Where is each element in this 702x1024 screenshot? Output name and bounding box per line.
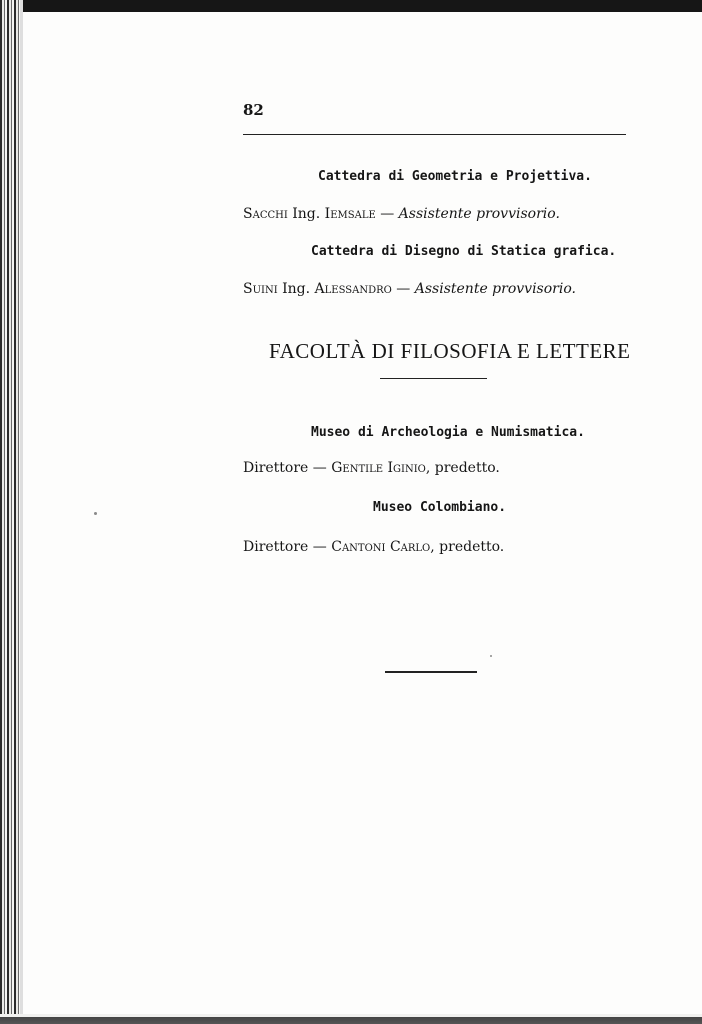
entry-dash: — [312, 460, 327, 476]
section-heading-drawing: Cattedra di Disegno di Statica grafica. [311, 244, 617, 259]
director-entry-gentile [243, 460, 500, 476]
faculty-title: FACOLTÀ DI FILOSOFIA E LETTERE [269, 339, 631, 363]
museum-heading-colombiano: Museo Colombiano. [373, 500, 507, 515]
staff-entry-suini [243, 281, 576, 297]
closing-rule [385, 671, 477, 673]
scan-top-edge [0, 0, 702, 12]
director-note: predetto. [434, 460, 500, 476]
staff-role: Assistente provvisorio. [398, 206, 560, 222]
scan-bottom-edge [0, 1014, 702, 1024]
header-rule [243, 134, 626, 135]
page-number: 82 [243, 101, 264, 119]
staff-surname: Sacchi [243, 206, 288, 222]
director-entry-cantoni [243, 539, 504, 555]
staff-entry-sacchi [243, 206, 560, 222]
paper-speck [490, 655, 492, 657]
director-name: Cantoni Carlo, [331, 539, 435, 555]
director-name: Gentile Iginio, [331, 460, 431, 476]
faculty-divider [380, 378, 487, 379]
staff-firstname: Alessandro [314, 281, 392, 297]
section-heading-geometry: Cattedra di Geometria e Projettiva. [318, 169, 592, 184]
staff-surname: Suini [243, 281, 278, 297]
staff-title: Ing. [292, 206, 321, 222]
entry-dash: — [312, 539, 327, 555]
staff-role: Assistente provvisorio. [414, 281, 576, 297]
staff-title: Ing. [282, 281, 311, 297]
staff-firstname: Iemsale [324, 206, 376, 222]
scan-binding-edge [0, 0, 20, 1024]
museum-heading-archeology: Museo di Archeologia e Numismatica. [311, 425, 585, 440]
director-note: predetto. [439, 539, 505, 555]
director-role: Direttore [243, 539, 309, 555]
entry-dash: — [396, 281, 411, 297]
director-role: Direttore [243, 460, 309, 476]
entry-dash: — [380, 206, 395, 222]
paper-speck [94, 512, 97, 515]
